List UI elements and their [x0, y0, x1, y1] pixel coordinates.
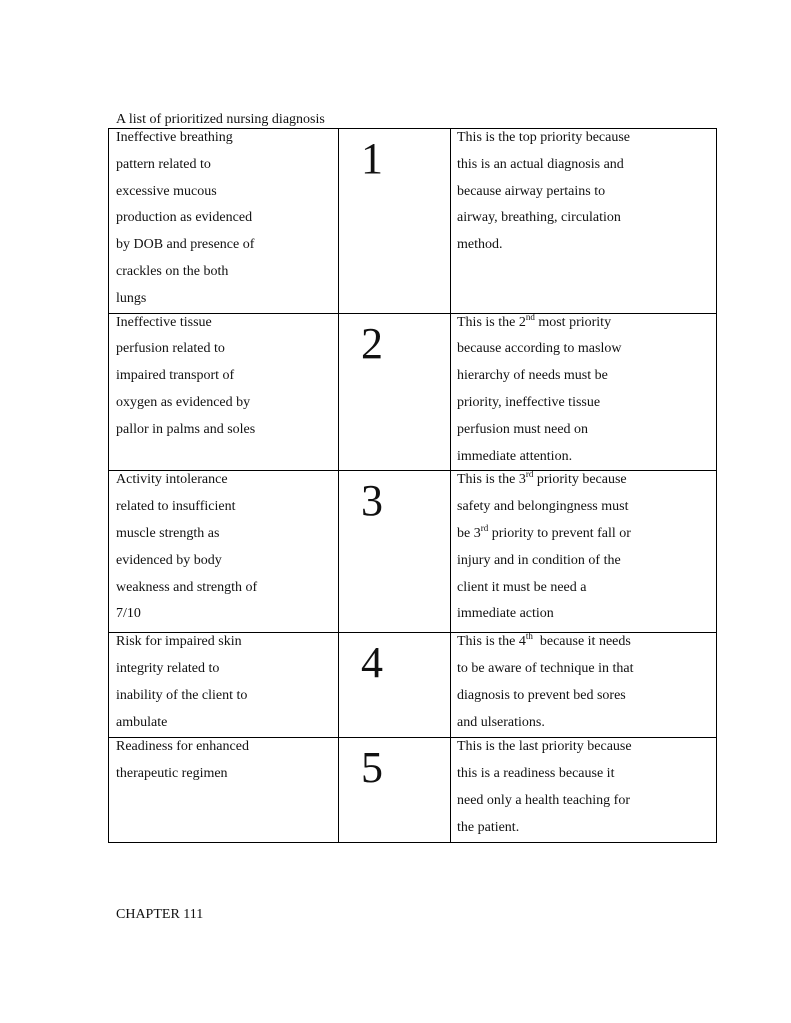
rationale-line: this is a readiness because it — [457, 766, 615, 782]
rationale-text: This is the 4 — [457, 634, 526, 650]
priority-rank: 3 — [361, 476, 383, 526]
rationale-line: This is the top priority because — [457, 130, 631, 145]
table-row — [109, 313, 717, 471]
diagnosis-line: muscle strength as — [116, 525, 220, 541]
diagnosis-cell — [109, 633, 339, 738]
diagnosis-line: impaired transport of — [116, 368, 235, 384]
diagnosis-line: lungs — [116, 290, 147, 306]
rationale-line — [457, 521, 716, 548]
diagnosis-line: crackles on the both — [116, 263, 229, 279]
rationale-cell — [451, 633, 717, 738]
rationale-line: because according to maslow — [457, 341, 622, 357]
rationale-text: priority to prevent fall or — [488, 525, 631, 541]
diagnosis-line: Readiness for enhanced — [116, 739, 249, 755]
rank-cell — [339, 129, 451, 314]
diagnosis-line: therapeutic regimen — [116, 766, 228, 782]
rationale-line: the patient. — [457, 819, 520, 835]
rationale-text: because it needs — [532, 634, 631, 650]
diagnosis-line: Ineffective tissue — [116, 314, 212, 330]
priority-rank: 2 — [361, 318, 383, 368]
priority-rank: 5 — [361, 743, 383, 793]
rationale-line: immediate action — [457, 606, 554, 622]
priority-rank: 4 — [361, 638, 383, 688]
rationale-text: This is the 3 — [457, 472, 526, 488]
rationale-text: This is the 2 — [457, 314, 526, 330]
diagnosis-line: Risk for impaired skin — [116, 634, 242, 650]
rank-cell — [339, 313, 451, 471]
table-row — [109, 129, 717, 314]
diagnosis-line: ambulate — [116, 714, 168, 730]
diagnosis-line: Activity intolerance — [116, 472, 228, 488]
diagnosis-cell — [109, 738, 339, 842]
rationale-line: need only a health teaching for — [457, 792, 630, 808]
rationale-cell — [451, 738, 717, 842]
diagnosis-line: integrity related to — [116, 661, 220, 677]
nursing-diagnosis-table — [108, 128, 717, 843]
table-row — [109, 738, 717, 842]
rationale-line: because airway pertains to — [457, 183, 606, 199]
ordinal-suffix: th — [525, 632, 533, 642]
ordinal-suffix: rd — [480, 522, 489, 533]
rank-cell — [339, 738, 451, 842]
rationale-line: priority, ineffective tissue — [457, 394, 601, 410]
table-caption: A list of prioritized nursing diagnosis — [116, 112, 325, 127]
table-row — [109, 471, 717, 633]
rationale-line: safety and belongingness must — [457, 499, 629, 515]
diagnosis-line: Ineffective breathing — [116, 130, 233, 145]
diagnosis-line: evidenced by body — [116, 552, 222, 568]
rationale-cell — [451, 313, 717, 471]
rationale-line: injury and in condition of the — [457, 552, 621, 568]
rationale-text: most priority — [534, 314, 612, 330]
rationale-line: to be aware of technique in that — [457, 661, 634, 677]
diagnosis-line: inability of the client to — [116, 687, 248, 703]
rationale-line: and ulserations. — [457, 714, 545, 730]
priority-rank: 1 — [361, 134, 383, 183]
diagnosis-line: excessive mucous — [116, 183, 217, 199]
rationale-cell — [451, 471, 717, 633]
table-row — [109, 633, 717, 738]
diagnosis-cell — [109, 471, 339, 633]
diagnosis-line: related to insufficient — [116, 499, 236, 515]
diagnosis-line: oxygen as evidenced by — [116, 394, 251, 410]
ordinal-suffix: nd — [525, 313, 535, 322]
diagnosis-cell — [109, 129, 339, 314]
rationale-line: immediate attention. — [457, 448, 573, 464]
rationale-line: airway, breathing, circulation — [457, 210, 621, 226]
diagnosis-line: weakness and strength of — [116, 579, 258, 595]
diagnosis-line: 7/10 — [116, 606, 141, 622]
diagnosis-line: pattern related to — [116, 156, 211, 172]
rationale-line: hierarchy of needs must be — [457, 368, 608, 384]
rationale-text: be 3 — [457, 525, 481, 541]
rank-cell — [339, 633, 451, 738]
rationale-line: This is the last priority because — [457, 739, 632, 755]
rationale-line — [457, 471, 716, 494]
rationale-line: diagnosis to prevent bed sores — [457, 687, 626, 703]
ordinal-suffix: rd — [525, 470, 534, 480]
rationale-line — [457, 633, 716, 656]
diagnosis-line: by DOB and presence of — [116, 237, 255, 253]
chapter-heading: CHAPTER 111 — [116, 907, 204, 922]
diagnosis-line: production as evidenced — [116, 210, 253, 226]
rank-cell — [339, 471, 451, 633]
rationale-line — [457, 313, 716, 336]
diagnosis-cell — [109, 313, 339, 471]
rationale-cell — [451, 129, 717, 314]
rationale-text: priority because — [533, 472, 627, 488]
rationale-line: this is an actual diagnosis and — [457, 156, 624, 172]
rationale-line: client it must be need a — [457, 579, 587, 595]
diagnosis-line: pallor in palms and soles — [116, 421, 256, 437]
diagnosis-line: perfusion related to — [116, 341, 225, 357]
rationale-line: method. — [457, 237, 503, 253]
rationale-line: perfusion must need on — [457, 421, 589, 437]
